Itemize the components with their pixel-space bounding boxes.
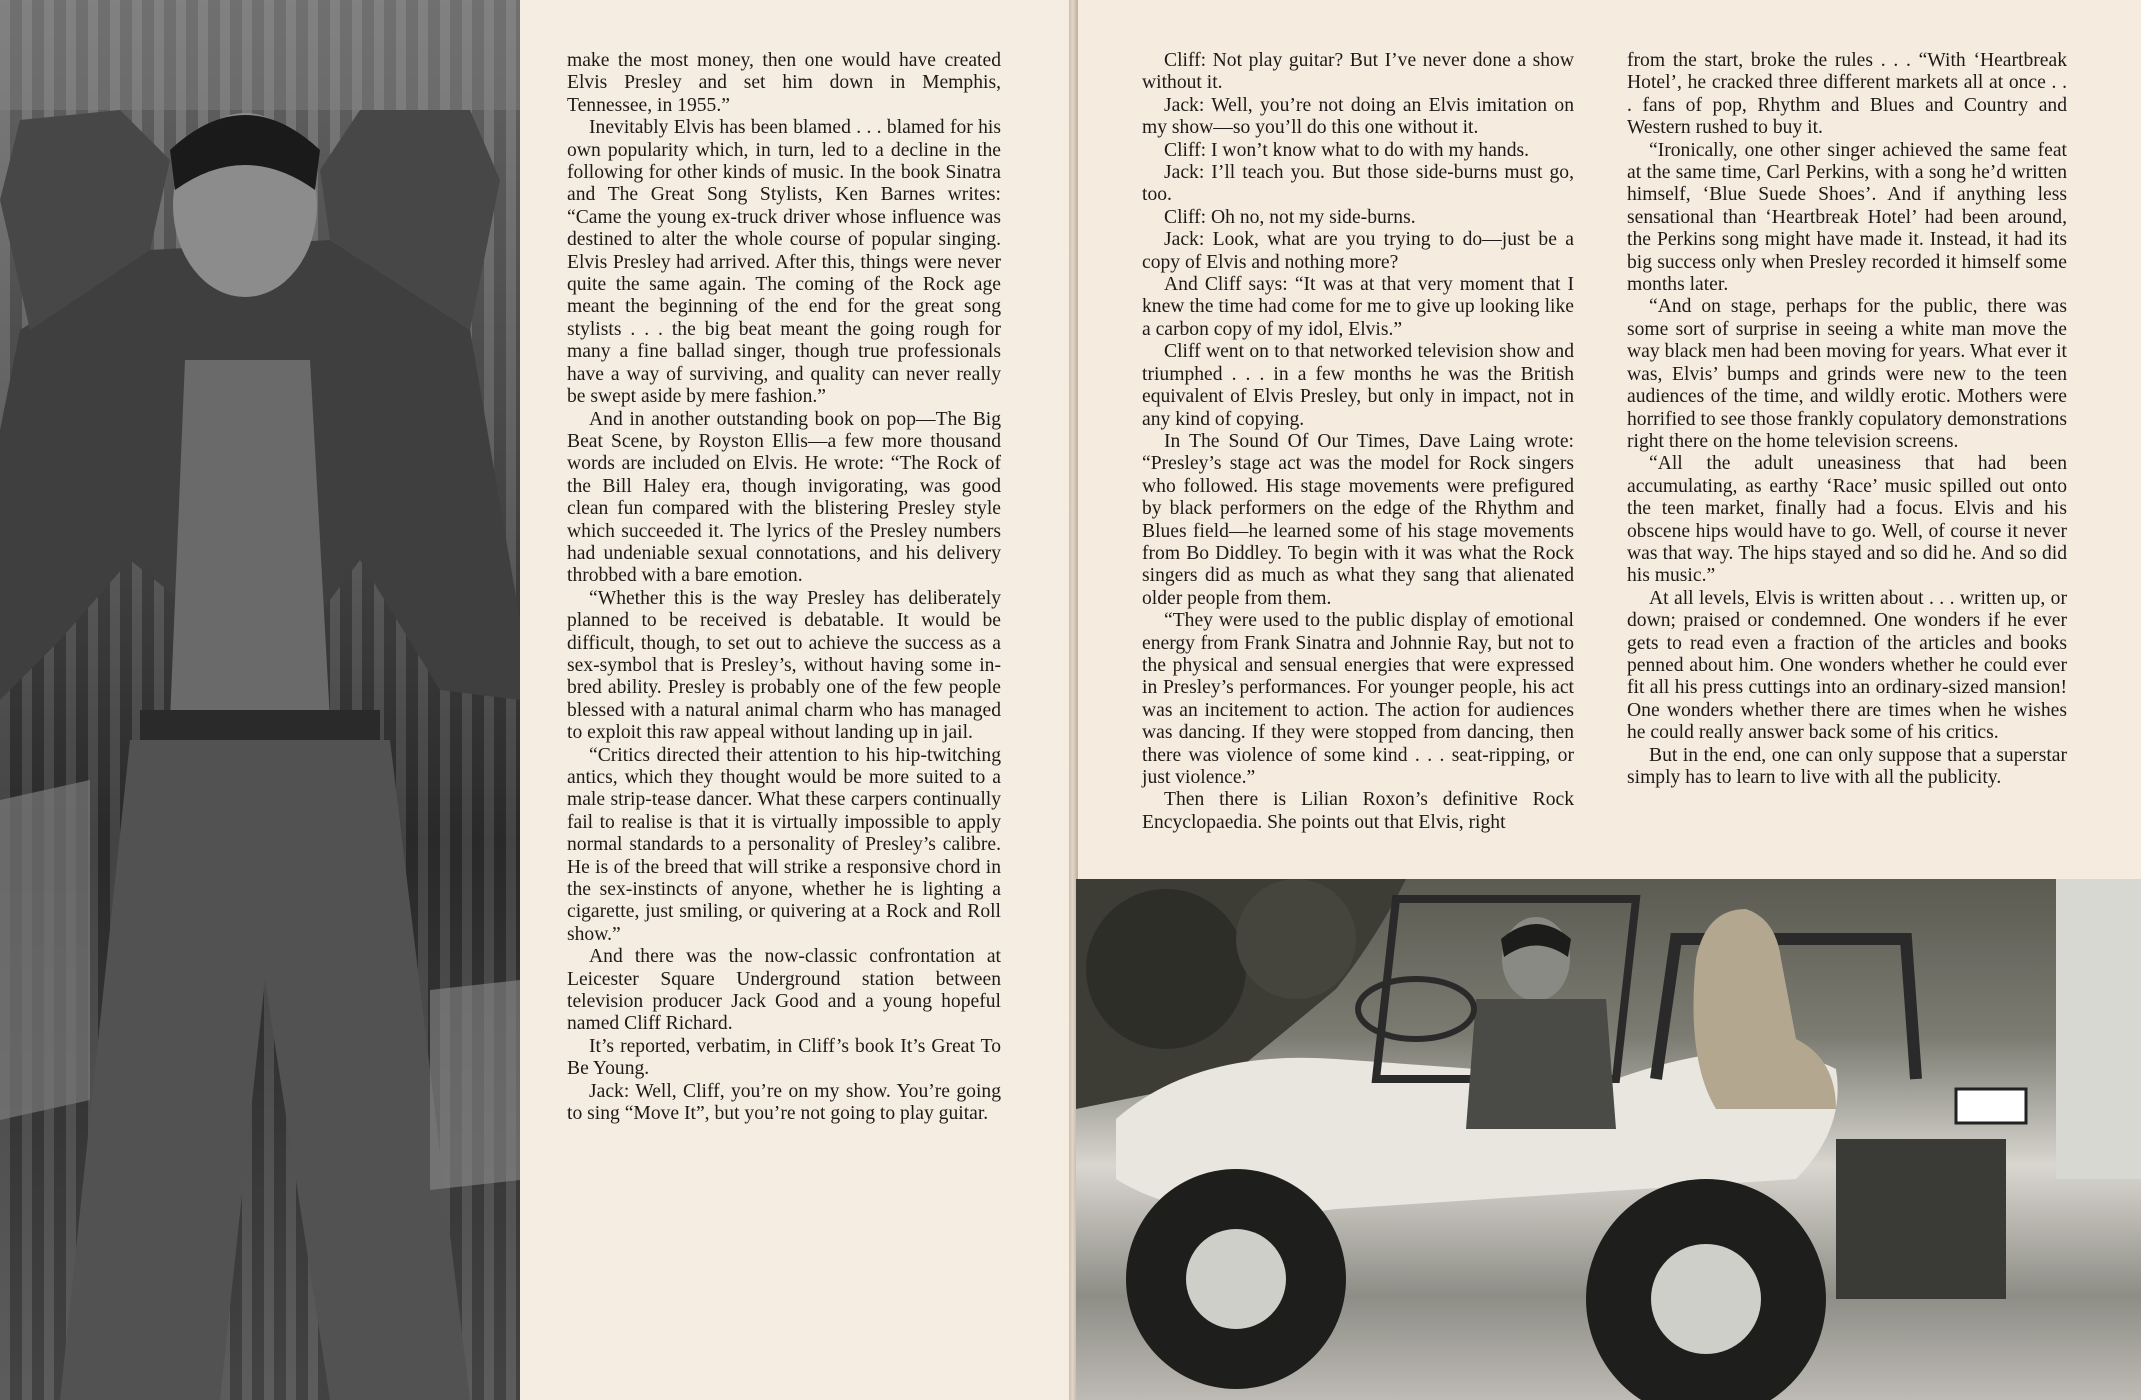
- photo-performer-denim: [0, 0, 520, 1400]
- paragraph: And in another outstanding book on pop—The Big Beat Scene, by Royston Ellis—a few more thousand words are included on Elvis. He wrote: “The Rock of the Bill Haley era, though invigorating, was good clean fun compared with the blistering Presley style which succeeded it. The lyrics of the Presley numbers had undeniable sexual connotations, and his delivery throbbed with a bare emotion.: [567, 408, 1001, 587]
- paragraph: “And on stage, perhaps for the public, there was some sort of surprise in seeing a white man move the way black men had been moving for years. What ever it was, Elvis’ bumps and grinds were new to the teen audiences of the time, and wildly erotic. Mothers were horrified to see those frankly copulatory demonstrations right there on the home television screens.: [1627, 296, 2067, 452]
- paragraph: But in the end, one can only suppose that a superstar simply has to learn to live with all the publicity.: [1627, 744, 2067, 788]
- paragraph: from the start, broke the rules . . . “With ‘Heartbreak Hotel’, he cracked three different markets all at once . . . fans of pop, Rhythm and Blues and Country and Western rushed to buy it.: [1627, 50, 2067, 139]
- paragraph: “Whether this is the way Presley has deliberately planned to be received is debatable. It would be difficult, though, to set out to achieve the success as a sex-symbol that is Presley’s, without having some in-bred ability. Presley is probably one of the few people blessed with a natural animal charm who has managed to exploit this raw appeal without landing up in jail.: [567, 587, 1001, 744]
- paragraph: make the most money, then one would have created Elvis Presley and set him down in Memphis, Tennessee, in 1955.”: [567, 50, 1001, 116]
- paragraph: “All the adult uneasiness that had been accumulating, as earthy ‘Race’ music spilled out onto the teen market, finally had a focus. Elvis and his obscene hips would have to go. Well, of course it never was that way. The hips stayed and so did he. And so did his music.”: [1627, 453, 2067, 587]
- paragraph: Jack: Look, what are you trying to do—just be a copy of Elvis and nothing more?: [1142, 229, 1574, 273]
- article-column-2: [1142, 50, 1574, 834]
- article-column-1: [567, 50, 1001, 1126]
- paragraph: Inevitably Elvis has been blamed . . . blamed for his own popularity which, in turn, led to a decline in the following for other kinds of music. In the book Sinatra and The Great Song Stylists, Ken Barnes writes: “Came the young ex-truck driver whose influence was destined to alter the whole course of popular singing. Elvis Presley had arrived. After this, things were never quite the same again. The coming of the Rock age meant the beginning of the end for the great song stylists . . . the big beat meant the going rough for many a fine ballad singer, though true professionals have a way of surviving, and quality can never really be swept aside by mere fashion.”: [567, 117, 1001, 408]
- paragraph: In The Sound Of Our Times, Dave Laing wrote: “Presley’s stage act was the model for Rock singers who followed. His stage movements were prefigured by black performers on the edge of the Rhythm and Blues field—he learned some of his stage movements from Bo Diddley. To begin with it was what the Rock singers did as much as what they sang that alienated older people from them.: [1142, 430, 1574, 609]
- paragraph: Then there is Lilian Roxon’s definitive Rock Encyclopaedia. She points out that Elvis, right: [1142, 789, 1574, 833]
- paragraph: “Critics directed their attention to his hip-twitching antics, which they thought would be more suited to a male strip-tease dancer. What these carpers continually fail to realise is that it is virtually impossible to apply normal standards to a personality of Presley’s calibre. He is of the breed that will strike a responsive chord in the sex-instincts of anyone, whether he is lighting a cigarette, just smiling, or quivering at a Rock and Roll show.”: [567, 744, 1001, 945]
- photo-dune-buggy-dog: [1076, 879, 2141, 1400]
- paragraph: Jack: Well, Cliff, you’re on my show. You’re going to sing “Move It”, but you’re not going to play guitar.: [567, 1080, 1001, 1125]
- paragraph: Cliff: Oh no, not my side-burns.: [1164, 206, 1416, 228]
- paragraph: Cliff went on to that networked television show and triumphed . . . in a few months he was the British equivalent of Elvis Presley, but only in impact, not in any kind of copying.: [1142, 341, 1574, 430]
- paragraph: At all levels, Elvis is written about . . . written up, or down; praised or condemned. One wonders if he ever gets to read even a fraction of the articles and books penned about him. One wonders whether he could ever fit all his press cuttings into an ordinary-sized mansion! One wonders whether there are times when he wishes he could really answer back some of his critics.: [1627, 587, 2067, 744]
- paragraph: Cliff: Not play guitar? But I’ve never done a show without it.: [1142, 50, 1574, 94]
- paragraph: Jack: Well, you’re not doing an Elvis imitation on my show—so you’ll do this one without it.: [1142, 94, 1574, 139]
- paragraph: And there was the now-classic confrontation at Leicester Square Underground station between television producer Jack Good and a young hopeful named Cliff Richard.: [567, 946, 1001, 1035]
- paragraph: Jack: I’ll teach you. But those side-burns must go, too.: [1142, 162, 1574, 206]
- paragraph: And Cliff says: “It was at that very moment that I knew the time had come for me to give up looking like a carbon copy of my idol, Elvis.”: [1142, 274, 1574, 340]
- paragraph: It’s reported, verbatim, in Cliff’s book It’s Great To Be Young.: [567, 1035, 1001, 1080]
- paragraph: Cliff: I won’t know what to do with my hands.: [1164, 139, 1530, 161]
- article-column-3: [1627, 50, 2067, 789]
- paragraph: “Ironically, one other singer achieved the same feat at the same time, Carl Perkins, with a song he’d written himself, ‘Blue Suede Shoes’. And if anything less sensational than ‘Heartbreak Hotel’ had been around, the Perkins song might have made it. Instead, it had its big success only when Presley recorded it himself some months later.: [1627, 139, 2067, 296]
- paragraph: “They were used to the public display of emotional energy from Frank Sinatra and Johnnie Ray, but not to the physical and sensual energies that were expressed in Presley’s performances. For younger people, his act was an incitement to action. The action for audiences was dancing. If they were stopped from dancing, then there was violence of some kind . . . seat-ripping, or just violence.”: [1142, 610, 1574, 788]
